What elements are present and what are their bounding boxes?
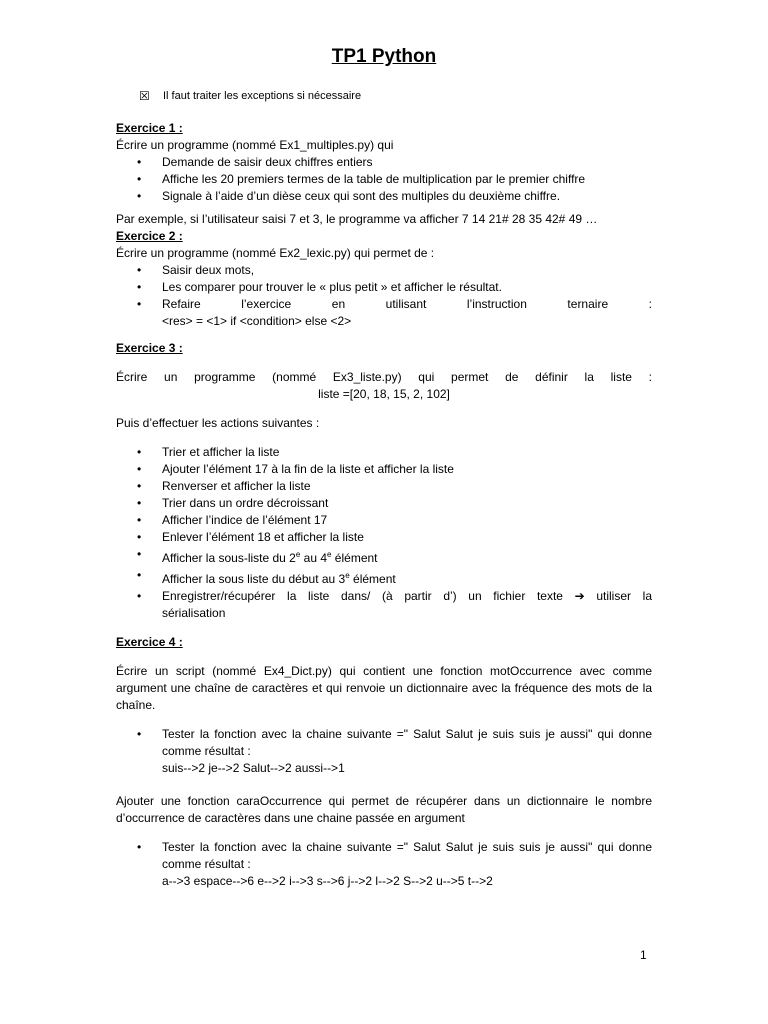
ex2-list	[116, 262, 652, 330]
document-body	[116, 120, 652, 890]
bullet-icon: •	[137, 727, 142, 741]
bullet-icon: •	[137, 513, 142, 527]
ex2-intro: Écrire un programme (nommé Ex2_lexic.py) qui permet de :	[116, 246, 435, 260]
ex3-list-definition: liste =[20, 18, 15, 2, 102]	[318, 387, 450, 401]
ex4-test1-result: suis-->2 je-->2 Salut-->2 aussi-->1	[162, 761, 345, 775]
list-item: • Trier et afficher la liste	[137, 445, 280, 459]
list-item: • Enlever l’élément 18 et afficher la liste	[137, 530, 364, 544]
ex4-test2-text: Tester la fonction avec la chaine suivante =" Salut Salut je suis suis je aussi" qui donne comme résultat :	[162, 840, 652, 871]
ex1-intro: Écrire un programme (nommé Ex1_multiples.py) qui	[116, 138, 394, 152]
ex2-heading: Exercice 2 :	[116, 229, 183, 243]
list-item: • Affiche les 20 premiers termes de la table de multiplication par le premier chiffre	[137, 172, 586, 186]
ex3-serialisation-word: sérialisation	[162, 606, 226, 620]
exceptions-note	[139, 88, 361, 104]
ex3-serialisation-line: Enregistrer/récupérer la liste dans/ (à partir d’) un fichier texte ➔ utiliser la	[162, 589, 652, 603]
list-item	[116, 588, 652, 622]
bullet-icon: •	[137, 189, 142, 203]
bullet-icon: •	[137, 479, 142, 493]
ex4-heading: Exercice 4 :	[116, 635, 183, 649]
list-item: • Renverser et afficher la liste	[137, 479, 311, 493]
bullet-icon: •	[137, 547, 142, 561]
ex3-intro: Écrire un programme (nommé Ex3_liste.py) qui permet de définir la liste :	[116, 370, 652, 384]
bullet-icon: •	[137, 530, 142, 544]
ex2-ternary-syntax: <res> = <1> if <condition> else <2>	[162, 314, 352, 328]
bullet-icon: •	[137, 263, 142, 277]
list-item	[116, 726, 652, 777]
bullet-icon: •	[137, 589, 142, 603]
list-item: • Afficher la sous-liste du 2e au 4e élément	[137, 547, 378, 565]
ex4-test1-list	[116, 726, 652, 777]
list-item: • Afficher l’indice de l’élément 17	[137, 513, 328, 527]
ex4-test2-list	[116, 839, 652, 890]
bullet-icon: •	[137, 462, 142, 476]
bullet-icon: •	[137, 568, 142, 582]
ex4-test2-result: a-->3 espace-->6 e-->2 i-->3 s-->6 j-->2 l-->2 S-->2 u-->5 t-->2	[162, 874, 493, 888]
checkbox-icon: ☒	[139, 89, 150, 103]
list-item: • Trier dans un ordre décroissant	[137, 496, 329, 510]
bullet-icon: •	[137, 445, 142, 459]
list-item	[116, 839, 652, 890]
page-number: 1	[640, 948, 647, 962]
bullet-icon: •	[137, 840, 142, 854]
list-item: • Les comparer pour trouver le « plus petit » et afficher le résultat.	[137, 280, 502, 294]
list-item: • Demande de saisir deux chiffres entiers	[137, 155, 373, 169]
ex4-cara-intro: Ajouter une fonction caraOccurrence qui permet de récupérer dans un dictionnaire le nombre d’occurrence de caractères dans une chaine passée en argument	[116, 794, 652, 825]
ex3-heading: Exercice 3 :	[116, 341, 183, 355]
bullet-icon: •	[137, 496, 142, 510]
bullet-icon: •	[137, 280, 142, 294]
ex4-intro: Écrire un script (nommé Ex4_Dict.py) qui contient une fonction motOccurrence avec comme argument une chaîne de caractères et qui renvoie un dictionnaire avec la fréquence des mots de la chaîne.	[116, 664, 652, 712]
bullet-icon: •	[137, 172, 142, 186]
ex1-list	[116, 154, 652, 205]
list-item: • Ajouter l’élément 17 à la fin de la liste et afficher la liste	[137, 462, 454, 476]
bullet-icon: •	[137, 155, 142, 169]
note-text: Il faut traiter les exceptions si nécessaire	[163, 90, 362, 102]
list-item: • Saisir deux mots,	[137, 263, 255, 277]
ex2-ternary-line: Refaire l’exercice en utilisant l’instruction ternaire :	[162, 297, 652, 311]
ex4-test1-text: Tester la fonction avec la chaine suivante =" Salut Salut je suis suis je aussi" qui donne comme résultat :	[162, 727, 652, 758]
bullet-icon: •	[137, 297, 142, 311]
list-item: • Signale à l’aide d’un dièse ceux qui sont des multiples du deuxième chiffre.	[137, 189, 561, 203]
ex1-example: Par exemple, si l’utilisateur saisi 7 et 3, le programme va afficher 7 14 21# 28 35 42# 49 …	[116, 212, 598, 226]
list-item: • Afficher la sous liste du début au 3e élément	[137, 568, 396, 586]
ex3-list	[116, 444, 652, 622]
ex3-actions-intro: Puis d’effectuer les actions suivantes :	[116, 416, 320, 430]
ex1-heading: Exercice 1 :	[116, 121, 183, 135]
page-title: TP1 Python	[331, 46, 437, 67]
list-item	[116, 296, 652, 330]
